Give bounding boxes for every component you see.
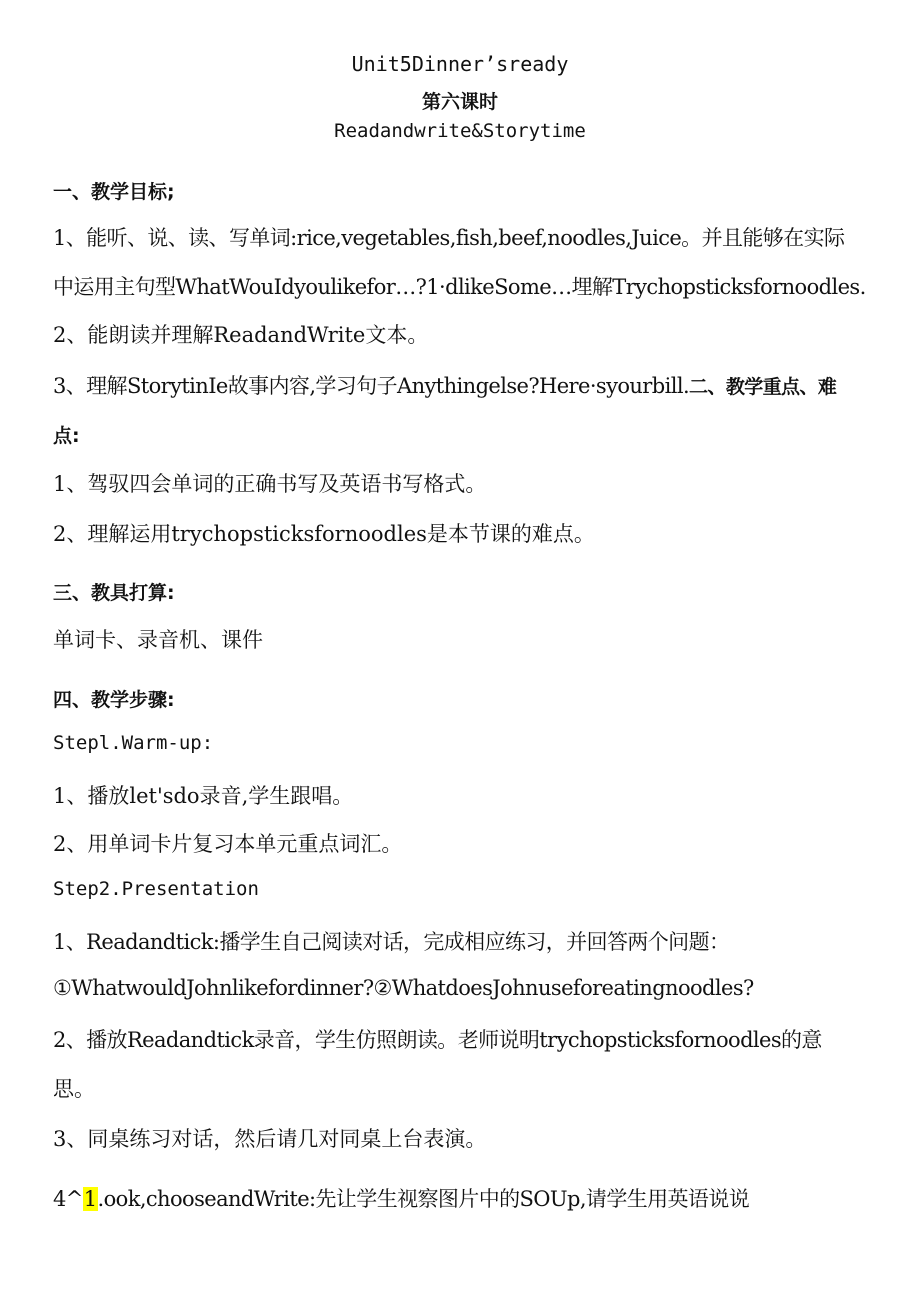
step-2-item-2-line-a: 2、播放Readandtick录音，学生仿照朗读。老师说明trychopsticksfornoodles的意	[53, 1028, 822, 1052]
step-2-heading: Step2.Presentation	[53, 878, 259, 900]
key-points-heading-continued: 点:	[53, 425, 80, 447]
key-point-2: 2、理解运用trychopsticksfornoodles是本节课的难点。	[53, 522, 595, 546]
step-2-item-4-text: .ook,chooseandWrite:先让学生视察图片中的SOUp,请学生用英语说说	[97, 1187, 750, 1211]
highlighted-text: 1	[83, 1187, 97, 1211]
objective-2: 2、能朗读并理解ReadandWrite文本。	[53, 323, 429, 347]
preparation-heading: 三、教具打算:	[53, 582, 175, 604]
step-1-heading: Stepl.Warm-up:	[53, 732, 214, 754]
lesson-label: 第六课时	[421, 91, 498, 113]
document-title: Unit5Dinner’sready	[351, 52, 569, 76]
step-2-item-4-number: 4^	[53, 1187, 83, 1211]
preparation-items: 单词卡、录音机、课件	[53, 628, 263, 652]
step-1-item-1: 1、播放let'sdo录音,学生跟唱。	[53, 784, 354, 808]
objectives-heading: 一、教学目标;	[53, 181, 175, 203]
steps-heading: 四、教学步骤:	[53, 689, 175, 711]
step-2-item-1: 1、Readandtick:播学生自己阅读对话，完成相应练习，并回答两个问题：	[53, 930, 730, 954]
key-point-1: 1、驾驭四会单词的正确书写及英语书写格式。	[53, 472, 487, 496]
step-2-item-2-line-b: 思。	[53, 1077, 95, 1101]
objective-1-line-b: 中运用主句型WhatWouIdyoulikefor…?1·dlikeSome…埋解Trychopsticksfornoodles.	[53, 275, 866, 299]
objective-3-text: 3、理解StorytinIe故事内容,学习句子Anythingelse?Here·syourbill.	[53, 374, 690, 398]
key-points-heading: 二、教学重点、难	[689, 376, 837, 398]
objective-1-line-a: 1、能听、说、读、写单词:rice,vegetables,fish,beef,noodles,Juice。并且能够在实际	[53, 226, 845, 250]
step-1-item-2: 2、用单词卡片复习本单元重点词汇。	[53, 832, 403, 856]
step-2-questions: ①WhatwouldJohnlikefordinner?②WhatdoesJohnuseforeatingnoodles?	[53, 976, 754, 1000]
objective-3-line-a	[53, 370, 873, 400]
step-2-item-3: 3、同桌练习对话，然后请几对同桌上台表演。	[53, 1127, 487, 1151]
document-subtitle: Readandwrite&Storytime	[334, 120, 586, 142]
step-2-item-4	[53, 1183, 873, 1213]
